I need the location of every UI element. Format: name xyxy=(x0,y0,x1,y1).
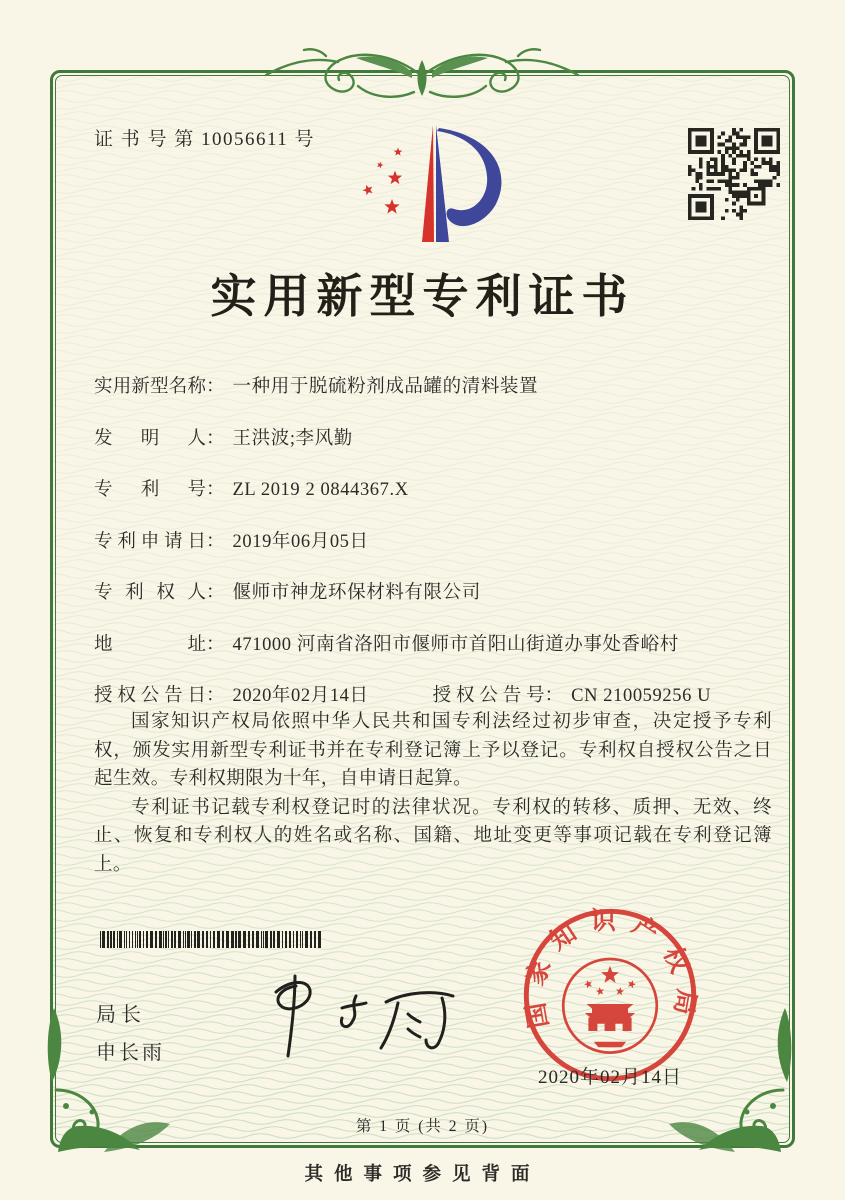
field-value: 王洪波;李风勤 xyxy=(232,428,353,449)
body-paragraph: 专利证书记载专利权登记时的法律状况。专利权的转移、质押、无效、终止、恢复和专利权人的姓名或名称、国籍、地址变更等事项记载在专利登记簿上。 xyxy=(94,797,772,875)
field-row-inventor: 发明人 ： 王洪波;李风勤 xyxy=(94,424,774,450)
grant-number-label: 授权公告号 xyxy=(432,686,545,706)
legal-text xyxy=(94,708,772,879)
barcode xyxy=(100,931,324,948)
signature-handwriting xyxy=(238,972,483,1062)
grant-row: 授权公告日 ： 2020年02月14日 授权公告号 ： CN 210059256 U xyxy=(94,681,794,707)
field-list xyxy=(94,372,774,681)
official-seal xyxy=(520,905,700,1085)
field-value: 偃师市神龙环保材料有限公司 xyxy=(232,583,481,603)
national-emblem-icon xyxy=(563,959,657,1053)
field-row-patentee: 专利权人 ： 偃师市神龙环保材料有限公司 xyxy=(94,578,774,604)
field-label: 实用新型名称 xyxy=(94,377,206,397)
field-row-patent-number: 专利号 ： ZL 2019 2 0844367.X xyxy=(94,475,774,501)
back-note: 其他事项参见背面 xyxy=(304,1165,541,1185)
seal-ring-text: 国家知识产权局 xyxy=(520,908,700,1030)
field-row-filing-date: 专利申请日 ： 2019年06月05日 xyxy=(94,527,774,553)
cnipa-logo xyxy=(338,120,523,248)
field-label: 发明人 xyxy=(94,428,206,449)
qr-code xyxy=(688,128,780,220)
field-label: 专利权人 xyxy=(94,583,206,603)
field-label: 专利号 xyxy=(94,480,206,500)
logo-p-mark xyxy=(422,125,501,242)
field-value: ZL 2019 2 0844367.X xyxy=(232,480,409,500)
page-number: 第 1 页 (共 2 页) xyxy=(355,1118,490,1135)
field-label: 地址 xyxy=(94,634,206,655)
director-name: 申长雨 xyxy=(96,1042,165,1064)
director-title: 局长 xyxy=(96,1004,146,1026)
grant-date-value: 2020年02月14日 xyxy=(232,686,369,706)
field-label: 专利申请日 xyxy=(94,531,206,552)
certificate-title: 实用新型专利证书 xyxy=(210,271,635,322)
certificate-number: 证 书 号 第 10056611 号 xyxy=(94,129,316,150)
field-row-address: 地址 ： 471000 河南省洛阳市偃师市首阳山街道办事处香峪村 xyxy=(94,630,774,656)
logo-star-icons xyxy=(363,148,403,214)
grant-number-value: CN 210059256 U xyxy=(571,686,712,706)
grant-date-label: 授权公告日 xyxy=(94,686,206,706)
seal-date: 2020年02月14日 xyxy=(537,1067,682,1088)
field-value: 471000 河南省洛阳市偃师市首阳山街道办事处香峪村 xyxy=(232,634,679,655)
body-paragraph: 国家知识产权局依照中华人民共和国专利法经过初步审查，决定授予专利权，颁发实用新型专利证书并在专利登记簿上予以登记。专利权自授权公告之日起生效。专利权期限为十年，自申请日起算。 xyxy=(94,712,772,789)
field-value: 2019年06月05日 xyxy=(232,531,369,552)
field-value: 一种用于脱硫粉剂成品罐的清料装置 xyxy=(232,377,539,397)
field-row-invention-name: 实用新型名称 ： 一种用于脱硫粉剂成品罐的清料装置 xyxy=(94,372,774,398)
